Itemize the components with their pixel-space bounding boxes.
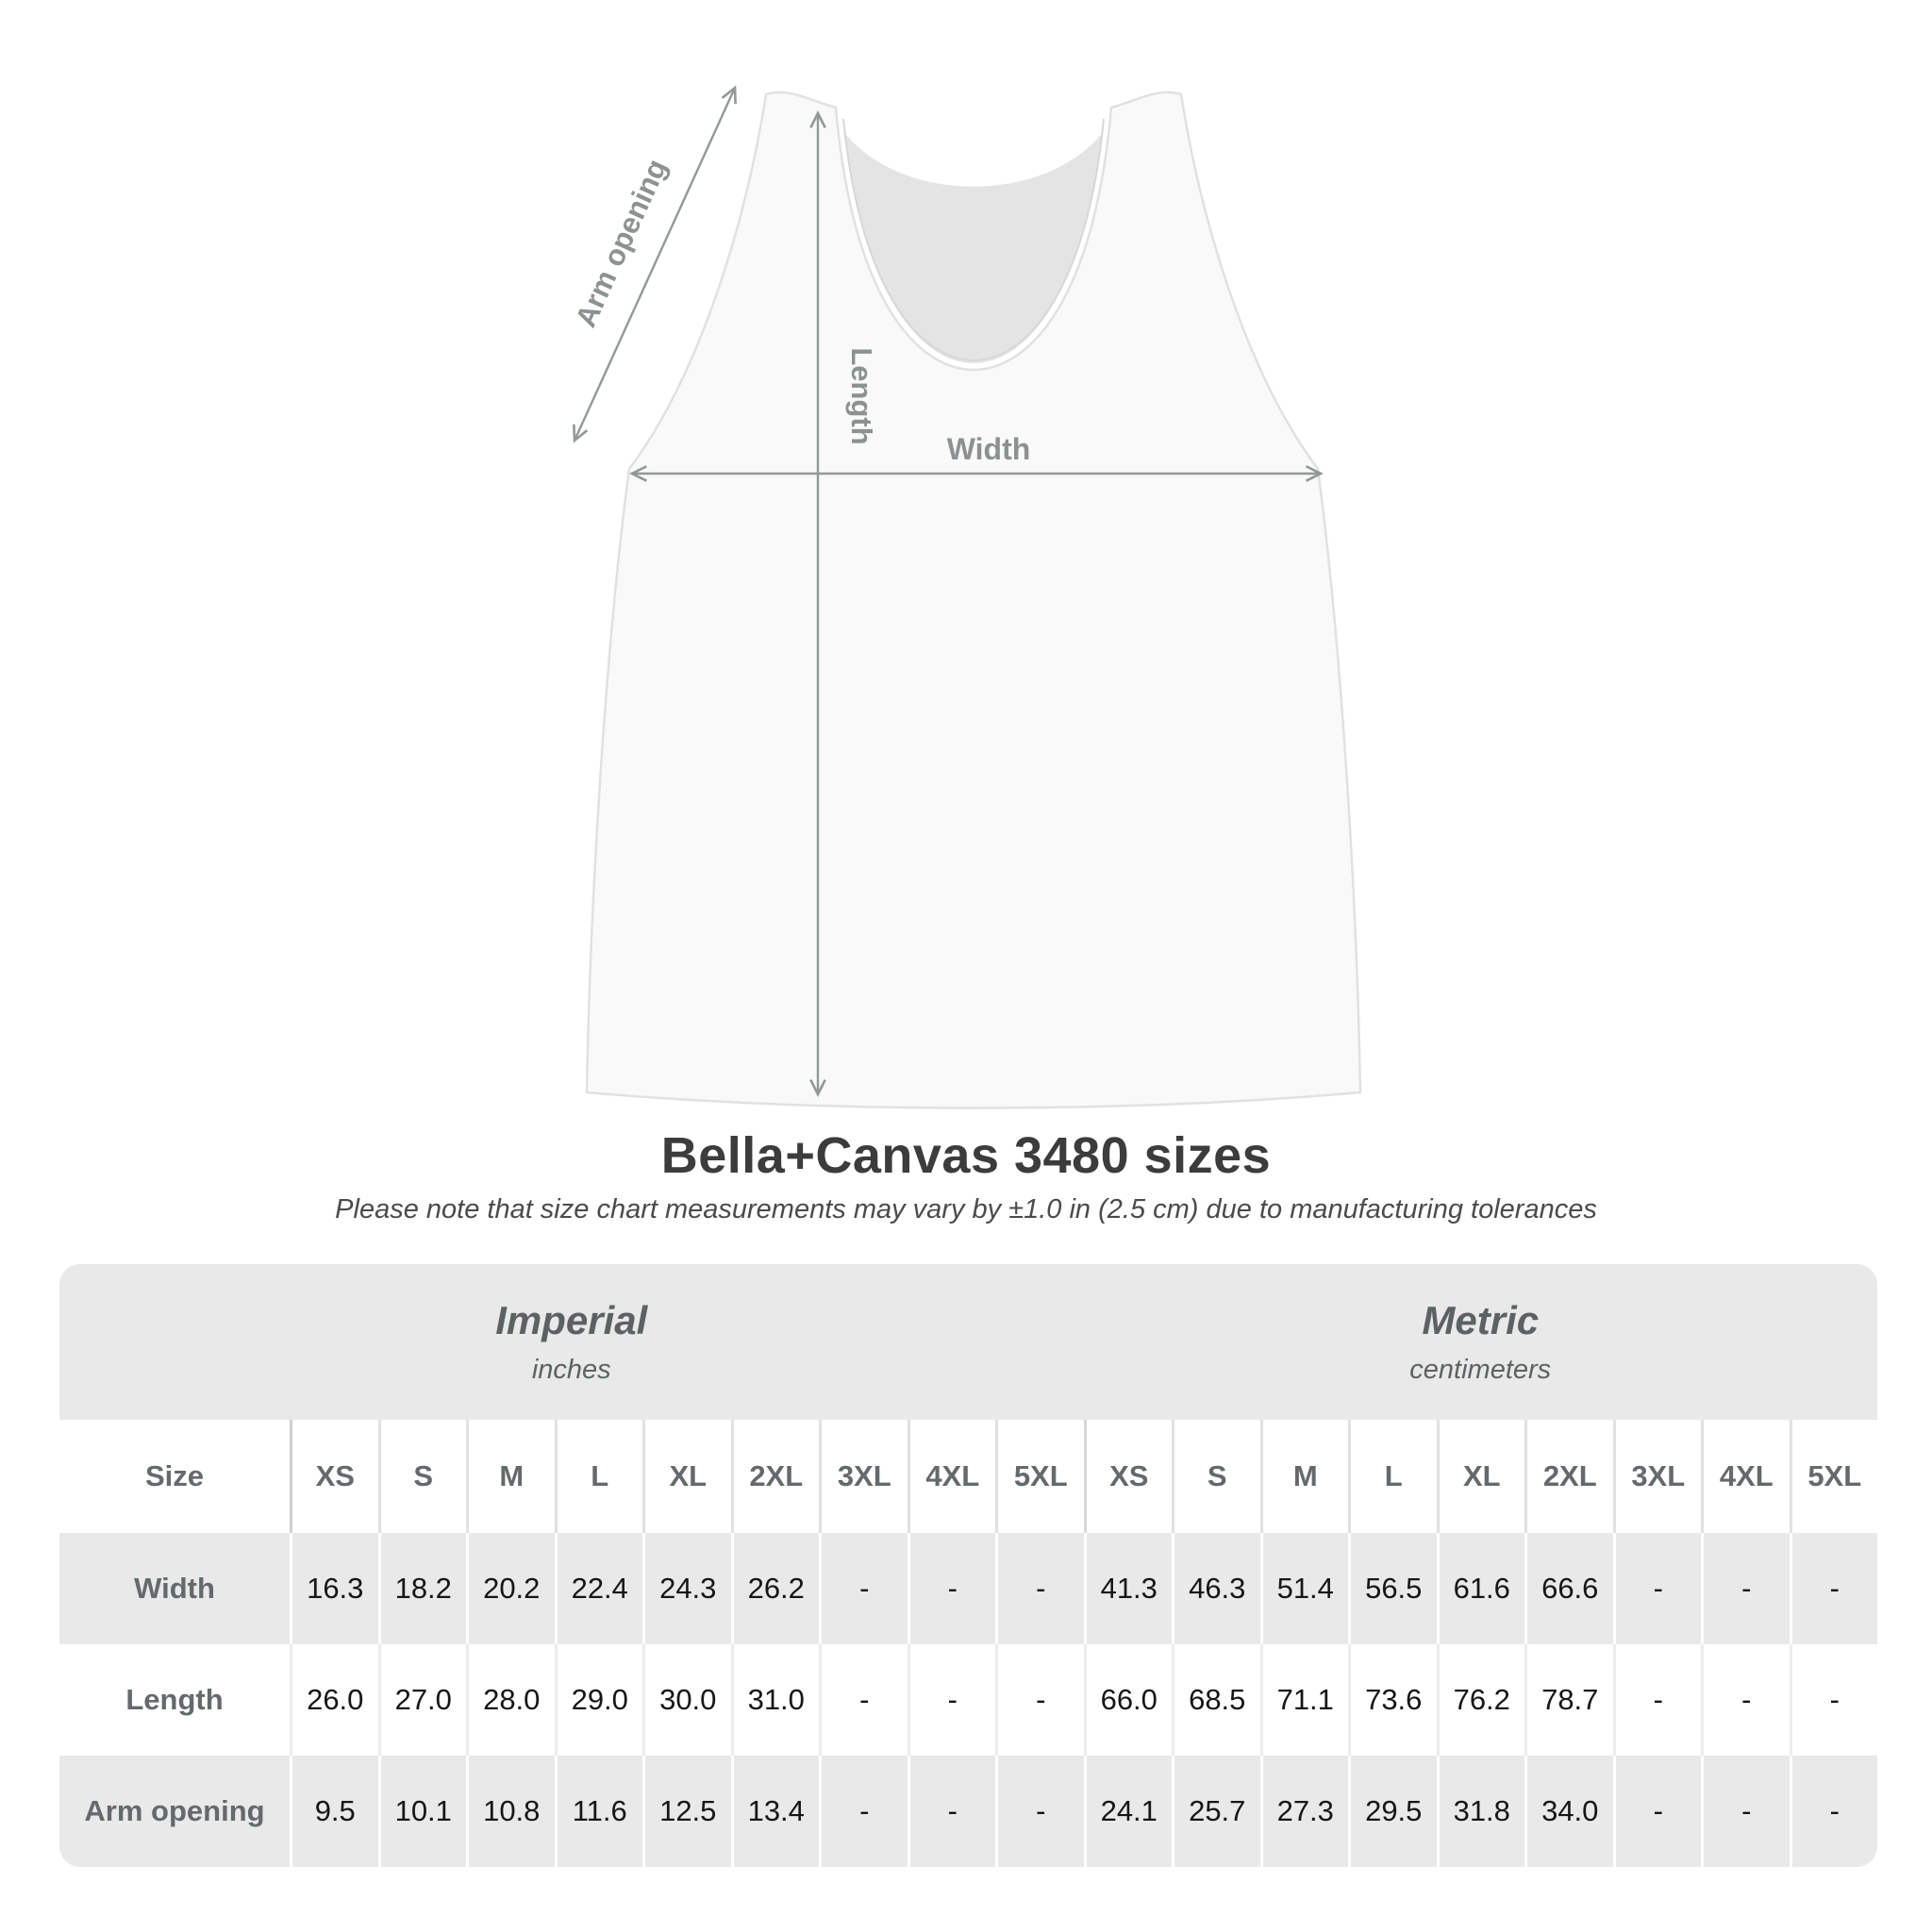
metric-size-header-s: S: [1172, 1420, 1260, 1533]
metric-measurement-cell: -: [1613, 1644, 1702, 1756]
imperial-measurement-cell: 31.0: [731, 1644, 820, 1756]
metric-size-header-l: L: [1348, 1420, 1437, 1533]
imperial-measurement-cell: -: [908, 1644, 996, 1756]
metric-measurement-cell: 61.6: [1437, 1533, 1525, 1644]
measurement-row-label: Width: [59, 1533, 290, 1644]
metric-measurement-cell: 68.5: [1172, 1644, 1260, 1756]
imperial-measurement-cell: 10.8: [466, 1756, 555, 1867]
imperial-measurement-cell: -: [819, 1756, 908, 1867]
imperial-measurement-cell: 9.5: [290, 1756, 378, 1867]
metric-measurement-cell: -: [1613, 1533, 1702, 1644]
metric-measurement-cell: 46.3: [1172, 1533, 1260, 1644]
tolerance-note: Please note that size chart measurements may vary by ±1.0 in (2.5 cm) due to manufacturing tolerances: [335, 1194, 1597, 1224]
metric-group-unit: centimeters: [1409, 1355, 1552, 1385]
metric-size-header-2xl: 2XL: [1524, 1420, 1613, 1533]
metric-size-header-xs: XS: [1084, 1420, 1173, 1533]
metric-measurement-cell: -: [1790, 1644, 1878, 1756]
imperial-group-label: Imperial: [495, 1298, 648, 1342]
metric-size-header-m: M: [1260, 1420, 1349, 1533]
size-chart-table-container: [59, 1264, 1877, 1867]
metric-measurement-cell: 27.3: [1260, 1756, 1349, 1867]
metric-measurement-cell: -: [1701, 1756, 1790, 1867]
measurement-row: [59, 1756, 1877, 1867]
measurement-row: [59, 1644, 1877, 1756]
imperial-size-header-5xl: 5XL: [995, 1420, 1084, 1533]
imperial-measurement-cell: 27.0: [378, 1644, 467, 1756]
metric-measurement-cell: 25.7: [1172, 1756, 1260, 1867]
measurement-row-label: Length: [59, 1644, 290, 1756]
metric-measurement-cell: -: [1790, 1533, 1878, 1644]
metric-measurement-cell: 78.7: [1524, 1644, 1613, 1756]
imperial-measurement-cell: -: [908, 1533, 996, 1644]
imperial-measurement-cell: 22.4: [555, 1533, 643, 1644]
metric-size-header-4xl: 4XL: [1701, 1420, 1790, 1533]
metric-size-header-xl: XL: [1437, 1420, 1525, 1533]
imperial-measurement-cell: 11.6: [555, 1756, 643, 1867]
imperial-measurement-cell: 18.2: [378, 1533, 467, 1644]
imperial-measurement-cell: 26.0: [290, 1644, 378, 1756]
imperial-group-header: [59, 1264, 1084, 1420]
imperial-measurement-cell: 10.1: [378, 1756, 467, 1867]
metric-group-header: [1084, 1264, 1878, 1420]
metric-measurement-cell: 66.6: [1524, 1533, 1613, 1644]
imperial-size-header-m: M: [466, 1420, 555, 1533]
metric-measurement-cell: 24.1: [1084, 1756, 1173, 1867]
metric-measurement-cell: 66.0: [1084, 1644, 1173, 1756]
metric-measurement-cell: 41.3: [1084, 1533, 1173, 1644]
imperial-size-header-4xl: 4XL: [908, 1420, 996, 1533]
measurement-row-label: Arm opening: [59, 1756, 290, 1867]
metric-measurement-cell: 73.6: [1348, 1644, 1437, 1756]
size-table: [59, 1264, 1877, 1867]
metric-size-header-5xl: 5XL: [1790, 1420, 1878, 1533]
imperial-measurement-cell: -: [995, 1533, 1084, 1644]
imperial-measurement-cell: 28.0: [466, 1644, 555, 1756]
metric-measurement-cell: -: [1701, 1644, 1790, 1756]
length-label: Length: [845, 347, 878, 445]
size-header-row: [59, 1420, 1877, 1533]
imperial-size-header-2xl: 2XL: [731, 1420, 820, 1533]
metric-measurement-cell: 76.2: [1437, 1644, 1525, 1756]
arm-opening-label: Arm opening: [569, 154, 674, 332]
imperial-size-header-3xl: 3XL: [819, 1420, 908, 1533]
imperial-measurement-cell: 12.5: [642, 1756, 731, 1867]
size-column-header: Size: [59, 1420, 290, 1533]
metric-measurement-cell: 31.8: [1437, 1756, 1525, 1867]
metric-measurement-cell: -: [1790, 1756, 1878, 1867]
imperial-measurement-cell: -: [819, 1644, 908, 1756]
measurement-row: [59, 1533, 1877, 1644]
width-label: Width: [946, 432, 1031, 466]
unit-group-header-row: [59, 1264, 1877, 1420]
metric-measurement-cell: -: [1701, 1533, 1790, 1644]
imperial-measurement-cell: -: [908, 1756, 996, 1867]
metric-measurement-cell: 34.0: [1524, 1756, 1613, 1867]
imperial-measurement-cell: -: [995, 1756, 1084, 1867]
metric-measurement-cell: 29.5: [1348, 1756, 1437, 1867]
imperial-size-header-l: L: [555, 1420, 643, 1533]
imperial-measurement-cell: 29.0: [555, 1644, 643, 1756]
page-title: Bella+Canvas 3480 sizes: [660, 1127, 1272, 1184]
imperial-size-header-xl: XL: [642, 1420, 731, 1533]
imperial-measurement-cell: 13.4: [731, 1756, 820, 1867]
metric-measurement-cell: 71.1: [1260, 1644, 1349, 1756]
metric-measurement-cell: -: [1613, 1756, 1702, 1867]
imperial-group-unit: inches: [531, 1355, 611, 1385]
metric-group-label: Metric: [1422, 1298, 1540, 1342]
imperial-measurement-cell: 20.2: [466, 1533, 555, 1644]
metric-measurement-cell: 51.4: [1260, 1533, 1349, 1644]
imperial-measurement-cell: 24.3: [642, 1533, 731, 1644]
imperial-size-header-s: S: [378, 1420, 467, 1533]
imperial-measurement-cell: 16.3: [290, 1533, 378, 1644]
imperial-size-header-xs: XS: [290, 1420, 378, 1533]
imperial-measurement-cell: -: [819, 1533, 908, 1644]
imperial-measurement-cell: 30.0: [642, 1644, 731, 1756]
metric-measurement-cell: 56.5: [1348, 1533, 1437, 1644]
imperial-measurement-cell: 26.2: [731, 1533, 820, 1644]
imperial-measurement-cell: -: [995, 1644, 1084, 1756]
metric-size-header-3xl: 3XL: [1613, 1420, 1702, 1533]
